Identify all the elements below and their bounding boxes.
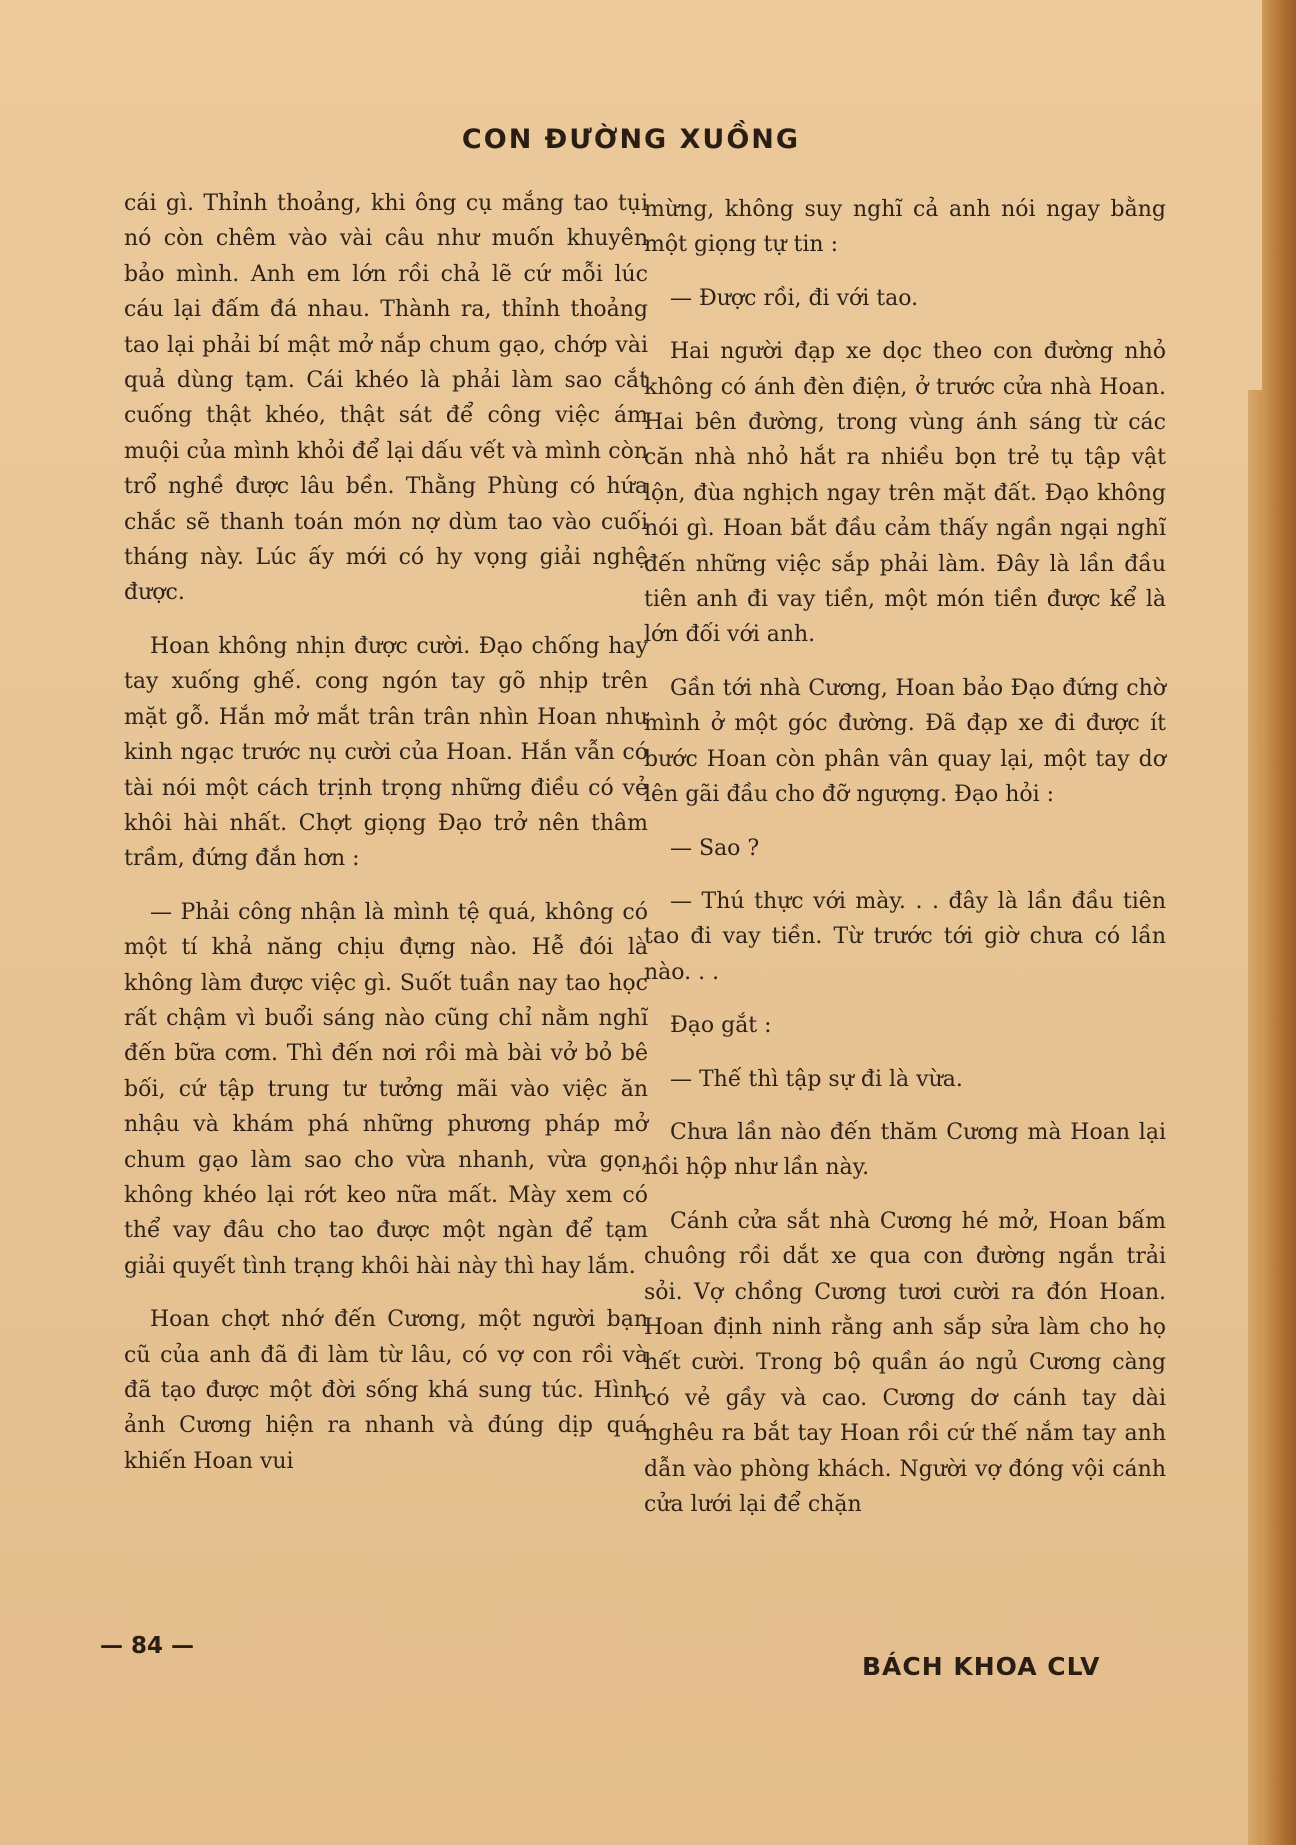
paragraph: — Sao ? xyxy=(670,835,760,861)
paragraph: Hoan chợt nhớ đến Cương, một người bạn cũ của anh đã đi làm từ lâu, có vợ con rồi và đã tạo được một đời sống khá sung túc. Hình ảnh Cương hiện ra nhanh và đúng dịp quá khiến Hoan vui xyxy=(124,1307,648,1474)
magazine-footer: BÁCH KHOA CLV xyxy=(862,1652,1101,1681)
running-head: CON ĐƯỜNG XUỒNG xyxy=(461,124,801,155)
page-edge xyxy=(1262,0,1296,1845)
paragraph: — Thú thực với mày. . . đây là lần đầu tiên tao đi vay tiền. Từ trước tới giờ chưa có lần nào. . . xyxy=(644,888,1166,985)
paragraph: — Được rồi, đi với tao. xyxy=(670,285,919,311)
page-number: — 84 — xyxy=(100,1633,195,1659)
paragraph: Gần tới nhà Cương, Hoan bảo Đạo đứng chờ mình ở một góc đường. Đã đạp xe đi được ít bước Hoan còn phân vân quay lại, một tay dơ lên gãi đầu cho đỡ ngượng. Đạo hỏi : xyxy=(644,675,1166,808)
paragraph: Hoan không nhịn được cười. Đạo chống hay tay xuống ghế. cong ngón tay gõ nhịp trên mặt gỗ. Hắn mở mắt trân trân nhìn Hoan như kinh ngạc trước nụ cười của Hoan. Hắn vẫn có tài nói một cách trịnh trọng những điều có vẻ khôi hài nhất. Chợt giọng Đạo trở nên thâm trầm, đứng đắn hơn : xyxy=(124,633,648,872)
paragraph: — Phải công nhận là mình tệ quá, không có một tí khả năng chịu đựng nào. Hễ đói là không làm được việc gì. Suốt tuần nay tao học rất chậm vì buổi sáng nào cũng chỉ nằm nghĩ đến bữa cơm. Thì đến nơi rồi mà bài vở bỏ bê bối, cứ tập trung tư tưởng mãi vào việc ăn nhậu và khám phá những phương pháp mở chum gạo làm sao cho vừa nhanh, vừa gọn, không khéo lại rớt keo nữa mất. Mày xem có thể vay đâu cho tao được một ngàn để tạm giải quyết tình trạng khôi hài này thì hay lắm. xyxy=(124,899,648,1279)
paragraph: Hai người đạp xe dọc theo con đường nhỏ không có ánh đèn điện, ở trước cửa nhà Hoan. Hai bên đường, trong vùng ánh sáng từ các căn nhà nhỏ hắt ra nhiều bọn trẻ tụ tập vật lộn, đùa nghịch ngay trên mặt đất. Đạo không nói gì. Hoan bắt đầu cảm thấy ngần ngại nghĩ đến những việc sắp phải làm. Đây là lần đầu tiên anh đi vay tiền, một món tiền được kể là lớn đối với anh. xyxy=(644,339,1166,648)
paragraph: Đạo gắt : xyxy=(670,1013,772,1039)
paragraph: mừng, không suy nghĩ cả anh nói ngay bằng một giọng tự tin : xyxy=(644,197,1166,258)
left-column xyxy=(124,186,648,1497)
paragraph: cái gì. Thỉnh thoảng, khi ông cụ mắng tao tụi nó còn chêm vào vài câu như muốn khuyên bảo mình. Anh em lớn rồi chả lẽ cứ mỗi lúc cáu lại đấm đá nhau. Thành ra, thỉnh thoảng tao lại phải bí mật mở nắp chum gạo, chớp vài quả dùng tạm. Cái khéo là phải làm sao cắt cuống thật khéo, thật sát để công việc ám muội của mình khỏi để lại dấu vết và mình còn trổ nghề được lâu bền. Thằng Phùng có hứa chắc sẽ thanh toán món nợ dùm tao vào cuối tháng này. Lúc ấy mới có hy vọng giải nghệ được. xyxy=(124,191,648,606)
paragraph: Cánh cửa sắt nhà Cương hé mở, Hoan bấm chuông rồi dắt xe qua con đường ngắn trải sỏi. Vợ chồng Cương tươi cười ra đón Hoan. Hoan định ninh rằng anh sắp sửa làm cho họ hết cười. Trong bộ quần áo ngủ Cương càng có vẻ gầy và cao. Cương dơ cánh tay dài nghêu ra bắt tay Hoan rồi cứ thế nắm tay anh dẫn vào phòng khách. Người vợ đóng vội cánh cửa lưới lại để chặn xyxy=(644,1208,1166,1517)
right-column xyxy=(644,192,1166,1540)
paragraph: — Thế thì tập sự đi là vừa. xyxy=(670,1066,963,1092)
paragraph: Chưa lần nào đến thăm Cương mà Hoan lại hồi hộp như lần này. xyxy=(644,1119,1166,1181)
